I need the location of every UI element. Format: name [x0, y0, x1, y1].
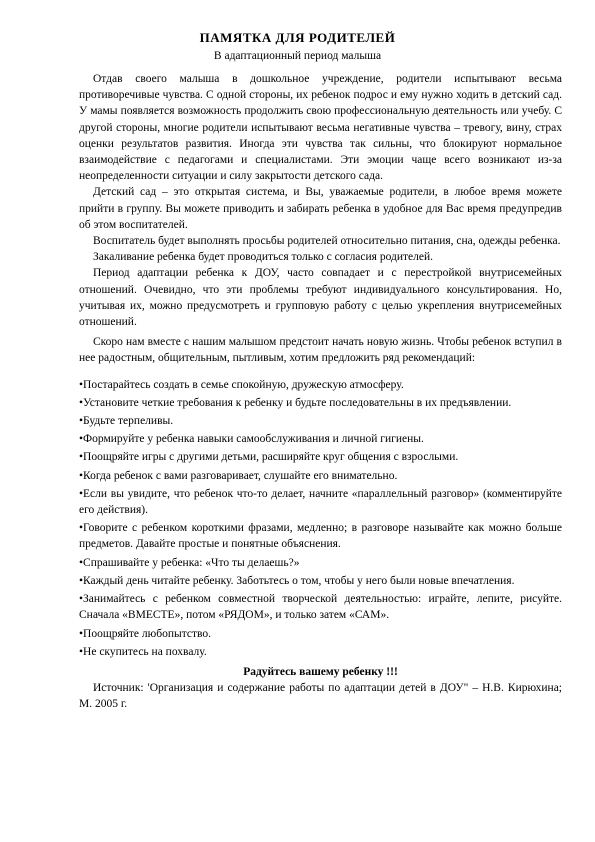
list-item-text: Постарайтесь создать в семье спокойную, дружескую атмосферу.	[83, 378, 404, 391]
list-item-text: Спрашивайте у ребенка: «Что ты делаешь?»	[83, 556, 300, 569]
paragraph-intro: Отдав своего малыша в дошкольное учреждение, родители испытывают весьма противоречивые чувства. С одной стороны, их ребенок подрос и ему нужно ходить в детский сад. У мамы появляется возможность продолжить свою профессиональную деятельность или учебу. С другой стороны, многие родители испытывают весьма негативные чувства – тревогу, вину, страх оценки результатов развития. Иногда эти чувства так сильны, что блокируют нормальное взаимодействие с педагогами и специалистами. Эти эмоции чаще всего возникают из-за неопределенности ситуации и силу закрытости детского сада.	[79, 73, 562, 183]
list-item	[79, 644, 562, 660]
list-item	[79, 486, 562, 518]
list-item	[79, 377, 562, 393]
document-subtitle: В адаптационный период малыша	[213, 50, 382, 62]
list-item	[79, 449, 562, 465]
bullet-icon: •	[79, 627, 84, 640]
bullet-icon: •	[79, 645, 84, 658]
list-item	[79, 395, 562, 411]
list-item-text: Каждый день читайте ребенку. Заботьтесь о том, чтобы у него были новые впечатления.	[83, 574, 515, 587]
source-citation: Источник: 'Организация и содержание работы по адаптации детей в ДОУ" – Н.В. Кирюхина; М. 2005 г.	[79, 682, 562, 711]
list-item-text: Занимайтесь с ребенком совместной творческой деятельностью: играйте, лепите, рисуйте. Сначала «ВМЕСТЕ», потом «РЯДОМ», и только затем «САМ».	[79, 593, 562, 622]
bullet-icon: •	[79, 396, 84, 409]
bullet-icon: •	[79, 451, 84, 464]
list-item	[79, 591, 562, 623]
bullet-icon: •	[79, 433, 84, 446]
list-item-text: Когда ребенок с вами разговаривает, слушайте его внимательно.	[83, 469, 398, 482]
list-item-text: Если вы увидите, что ребенок что-то делает, начните «параллельный разговор» (комментируйте его действия).	[79, 487, 562, 517]
list-item	[79, 555, 562, 571]
list-item-text: Поощряйте любопытство.	[83, 627, 211, 640]
bullet-icon: •	[79, 593, 84, 606]
paragraph-hardening: Закаливание ребенка будет проводиться только с согласия родителей.	[93, 251, 434, 264]
bullet-icon: •	[79, 574, 84, 587]
closing-line: Радуйтесь вашему ребенку !!!	[243, 665, 398, 678]
bullet-icon: •	[79, 522, 84, 535]
list-item	[79, 431, 562, 447]
list-item	[79, 520, 562, 552]
bullet-icon: •	[79, 487, 84, 500]
paragraph-open-system: Детский сад – это открытая система, и Вы, уважаемые родители, в любое время можете прийти в группу. Вы можете приводить и забирать ребенка в удобное для Вас время предупредив об этом воспитателей.	[79, 186, 562, 231]
document-title: ПАМЯТКА ДЛЯ РОДИТЕЛЕЙ	[199, 30, 396, 45]
list-item	[79, 626, 562, 642]
document-body	[79, 71, 562, 713]
list-item	[79, 573, 562, 589]
list-item-text: Говорите с ребенком короткими фразами, медленно; в разговоре называйте как можно больше предметов. Давайте простые и понятные объяснения.	[79, 522, 562, 551]
list-item-text: Будьте терпеливы.	[83, 415, 174, 428]
list-item-text: Поощряйте игры с другими детьми, расширяйте круг общения с взрослыми.	[83, 451, 459, 464]
list-item	[79, 413, 562, 429]
recommendations-list	[79, 377, 562, 660]
list-item-text: Установите четкие требования к ребенку и будьте последовательны в их предъявлении.	[83, 396, 512, 409]
list-item-text: Не скупитесь на похвалу.	[83, 645, 207, 658]
bullet-icon: •	[79, 378, 84, 391]
bullet-icon: •	[79, 469, 84, 482]
list-item-text: Формируйте у ребенка навыки самообслуживания и личной гигиены.	[83, 433, 424, 446]
paragraph-educator: Воспитатель будет выполнять просьбы родителей относительно питания, сна, одежды ребенка.	[93, 235, 561, 248]
paragraph-new-life: Скоро нам вместе с нашим малышом предстоит начать новую жизнь. Чтобы ребенок вступил в нее радостным, общительным, пытливым, хотим предложить ряд рекомендаций:	[79, 336, 562, 365]
bullet-icon: •	[79, 415, 84, 428]
list-item	[79, 468, 562, 484]
bullet-icon: •	[79, 556, 84, 569]
paragraph-adaptation: Период адаптации ребенка к ДОУ, часто совпадает и с перестройкой внутрисемейных отношений. Очевидно, что эти проблемы требуют индивидуального консультирования. Но, учитывая их, можно предусмотреть и групповую работу с целью укрепления внутрисемейных отношений.	[79, 267, 562, 329]
